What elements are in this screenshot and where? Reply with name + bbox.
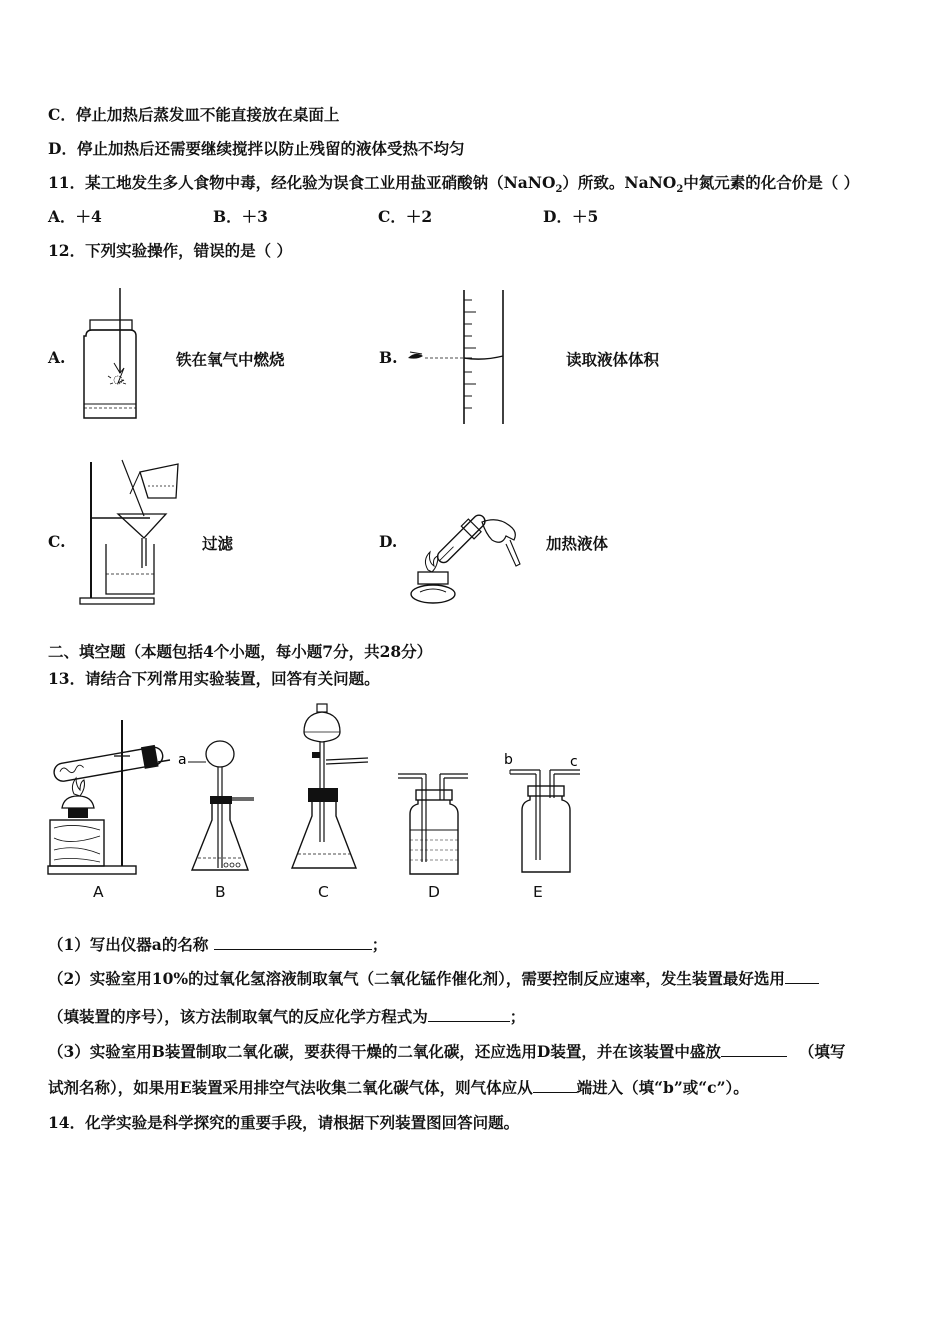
apparatus-b-label: B (215, 883, 226, 901)
q12-option-d-caption: 加热液体 (546, 534, 609, 553)
q12-option-a-caption: 铁在氧气中燃烧 (176, 350, 285, 369)
filtration-figure (78, 458, 188, 608)
apparatus-b-figure (176, 736, 256, 878)
q11-stem-part-b: ）所致。NaNO (562, 173, 677, 192)
subscript: 2 (555, 184, 563, 196)
label-b: b (504, 752, 513, 768)
apparatus-a-label: A (93, 883, 104, 901)
q11-stem-part-c: 中氮元素的化合价是（ ） (683, 173, 860, 192)
q14-stem: 14．化学实验是科学探究的重要手段，请根据下列装置图回答问题。 (48, 1113, 520, 1132)
answer-blank-1[interactable] (214, 935, 372, 950)
q10-option-c: C．停止加热后蒸发皿不能直接放在桌面上 (48, 105, 340, 124)
cylinder-reading-figure (405, 290, 510, 428)
heating-liquid-figure (402, 486, 532, 608)
q12-option-b-letter: B. (379, 348, 398, 367)
q13-stem: 13．请结合下列常用实验装置，回答有关问题。 (48, 669, 380, 688)
apparatus-d-label: D (428, 883, 440, 901)
q11-option-b: B．＋3 (213, 207, 268, 226)
q13-part-1-text: （1）写出仪器a的名称 (48, 935, 209, 954)
answer-blank-4[interactable] (721, 1042, 787, 1057)
apparatus-a-figure (44, 716, 174, 878)
q13-part-3-text-a: （3）实验室用B装置制取二氧化碳，要获得干燥的二氧化碳，还应选用D装置，并在该装置中盛放 (48, 1042, 721, 1061)
q13-part-2-text-a: （2）实验室用10%的过氧化氢溶液制取氧气（二氧化锰作催化剂），需要控制反应速率，发生装置最好选用 (48, 969, 785, 988)
label-a: a (178, 752, 187, 768)
q13-part-1 (48, 933, 387, 955)
apparatus-e-figure (500, 748, 590, 878)
answer-blank-2[interactable] (785, 969, 819, 984)
q12-option-c-letter: C. (48, 532, 66, 551)
q12-option-b-caption: 读取液体体积 (566, 350, 660, 369)
q11-option-a: A．＋4 (48, 207, 102, 226)
q12-option-a-letter: A. (48, 348, 66, 367)
eye-icon (408, 354, 423, 359)
q13-part-1-end: ； (371, 935, 388, 954)
q13-part-3-text-a-end: （填写 (798, 1042, 846, 1061)
subscript: 2 (676, 184, 684, 196)
q13-part-2-text-b: （填装置的序号），该方法制取氧气的反应化学方程式为 (48, 1007, 428, 1026)
apparatus-d-figure (396, 770, 470, 878)
q11-option-d: D．＋5 (543, 207, 599, 226)
section-2-heading: 二、填空题（本题包括4个小题，每小题7分，共28分） (48, 642, 433, 661)
apparatus-c-figure (286, 702, 382, 878)
label-c: c (570, 754, 578, 770)
q13-part-2-line-1 (48, 967, 819, 989)
q12-option-c-caption: 过滤 (202, 534, 234, 553)
q12-stem: 12．下列实验操作，错误的是（ ） (48, 241, 292, 260)
q13-part-3-line-1 (48, 1040, 845, 1062)
q10-option-d: D．停止加热后还需要继续搅拌以防止残留的液体受热不均匀 (48, 139, 465, 158)
q11-stem-part-a: 11．某工地发生多人食物中毒，经化验为误食工业用盐亚硝酸钠（NaNO (48, 173, 556, 192)
answer-blank-5[interactable] (533, 1078, 577, 1093)
q13-part-3-text-b-end: 端进入（填“b”或“c”）。 (576, 1078, 749, 1097)
q11-stem (48, 171, 859, 195)
apparatus-e-label: E (533, 883, 543, 901)
iron-burning-figure (78, 288, 148, 423)
q12-option-d-letter: D. (379, 532, 398, 551)
q13-part-2-end: ； (509, 1007, 526, 1026)
q13-part-2-line-2 (48, 1005, 525, 1027)
apparatus-c-label: C (318, 883, 329, 901)
q13-part-3-line-2 (48, 1076, 749, 1098)
q11-option-c: C．＋2 (378, 207, 433, 226)
answer-blank-3[interactable] (428, 1007, 510, 1022)
q13-part-3-text-b: 试剂名称），如果用E装置采用排空气法收集二氧化碳气体，则气体应从 (48, 1078, 533, 1097)
